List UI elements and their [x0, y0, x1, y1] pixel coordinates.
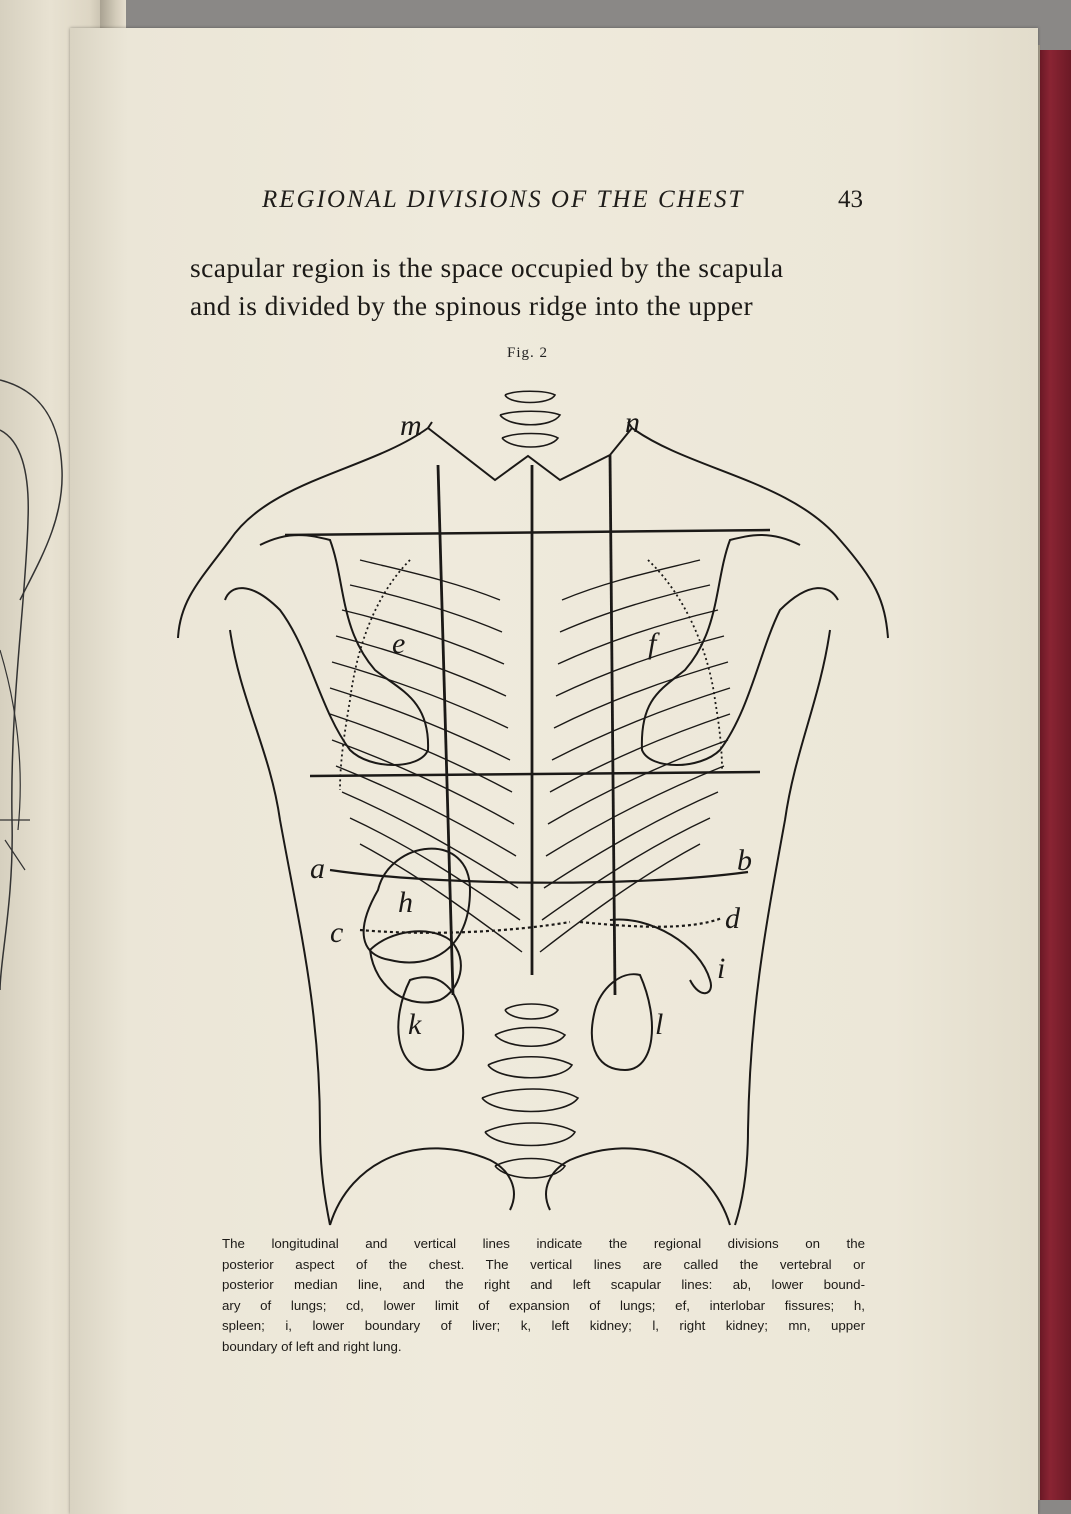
label-i: i: [717, 952, 726, 985]
caption-line: boundary of left and right lung.: [222, 1338, 402, 1354]
rib-cage: [330, 560, 730, 952]
label-m: m: [400, 409, 422, 442]
middle-horizontal-line: [310, 772, 760, 776]
anatomical-figure: [170, 370, 900, 1230]
left-torso-outline: [230, 630, 320, 1130]
caption-line: posterior aspect of the chest. The vertical lines are called the vertebral or: [222, 1256, 865, 1272]
label-l: l: [655, 1008, 664, 1041]
label-f: f: [648, 627, 657, 660]
caption-line: posterior median line, and the right and left scapular lines: ab, lower bound-: [222, 1277, 865, 1293]
liver-boundary: [610, 919, 711, 993]
right-scapular-line: [610, 455, 615, 995]
right-torso-outline: [748, 630, 830, 1130]
right-kidney-outline: [592, 974, 652, 1070]
label-c: c: [330, 916, 344, 949]
label-d: d: [725, 902, 740, 935]
book-cover: [1036, 50, 1071, 1500]
label-b: b: [737, 844, 752, 877]
label-e: e: [392, 627, 406, 660]
caption-line: The longitudinal and vertical lines indicate the regional divisions on the: [222, 1236, 865, 1251]
label-n: n: [625, 406, 640, 439]
label-h: h: [398, 886, 413, 919]
upper-horizontal-line: [285, 530, 770, 535]
body-text-line-1: scapular region is the space occupied by the scapula: [190, 252, 784, 283]
page-number: 43: [838, 186, 863, 213]
line-ab: [330, 870, 748, 883]
right-shoulder-outline: [632, 428, 888, 638]
label-k: k: [408, 1008, 422, 1041]
upper-lung-boundary: [428, 428, 632, 480]
body-text-line-2: and is divided by the spinous ridge into the upper: [190, 290, 754, 321]
figure-label: Fig. 2: [507, 345, 549, 361]
caption-line: ary of lungs; cd, lower limit of expansion of lungs; ef, interlobar fissures; h,: [222, 1297, 865, 1313]
figure-caption: [222, 1234, 865, 1358]
label-a: a: [310, 852, 325, 885]
running-head: REGIONAL DIVISIONS OF THE CHEST: [262, 186, 745, 213]
caption-line: spleen; i, lower boundary of liver; k, left kidney; l, right kidney; mn, upper: [222, 1318, 865, 1334]
